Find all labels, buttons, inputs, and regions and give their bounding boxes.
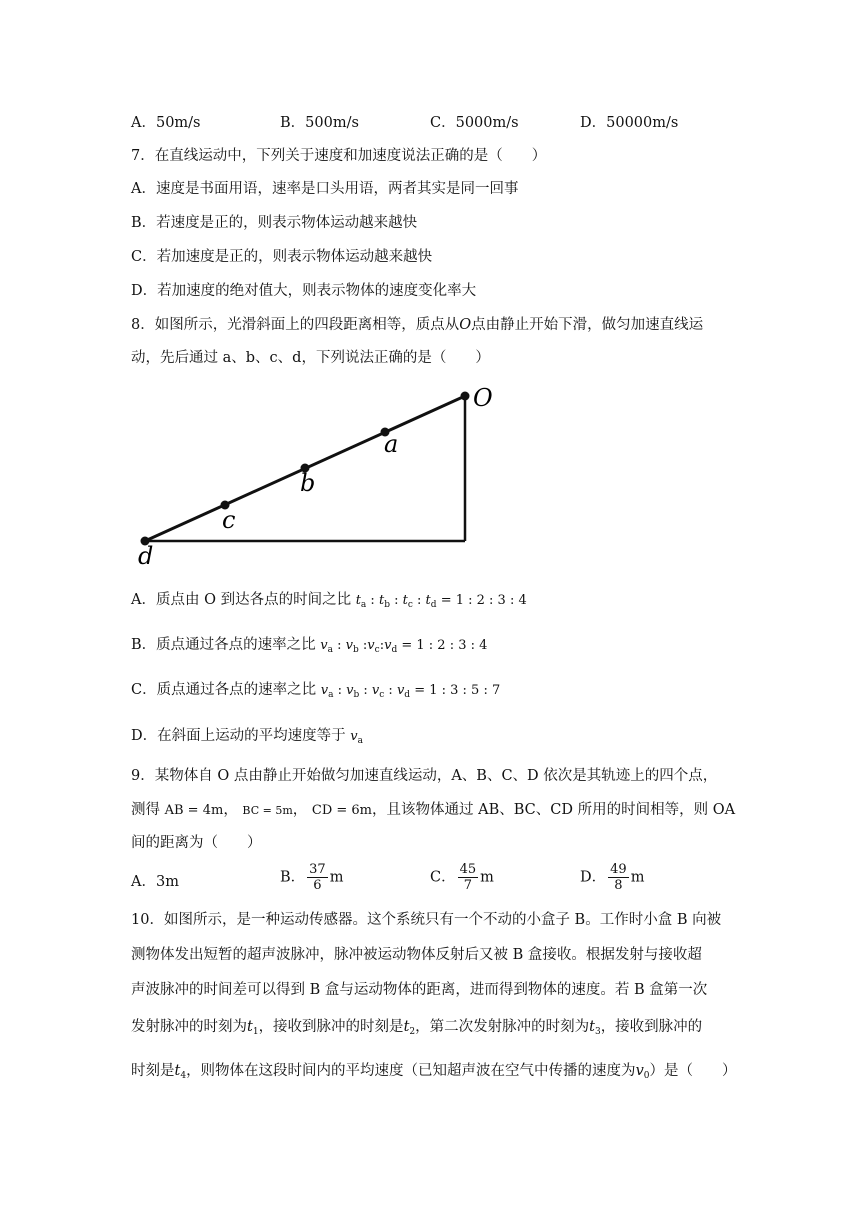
q8-stem-post: 点由静止开始下滑，做匀加速直线运 <box>471 317 704 333</box>
q6-options <box>131 111 751 135</box>
q9-option-c-frac <box>458 862 479 893</box>
q6-option-d: D．50000m/s <box>580 115 679 131</box>
q9-option-c-label: C． <box>430 869 456 886</box>
q7-option-d: D．若加速度的绝对值大，则表示物体的速度变化率大 <box>131 283 477 299</box>
q10-text-7: ）是（ ） <box>649 1063 737 1079</box>
q9-option-b-frac <box>307 862 328 893</box>
q9-option-d-den: 8 <box>614 878 623 893</box>
q10-text-4: ，接收到脉冲的 <box>600 1019 703 1035</box>
q6-option-b: B．500m/s <box>280 115 359 131</box>
q10-text-1: 发射脉冲的时刻为 <box>131 1019 247 1035</box>
q9-option-b-unit: m <box>329 869 344 886</box>
q6-option-c: C．5000m/s <box>430 115 519 131</box>
label-d: d <box>138 542 154 570</box>
q9-option-d-unit: m <box>630 869 645 886</box>
q10-stem-line3: 声波脉冲的时间差可以得到 B 盒与运动物体的距离，进而得到物体的速度。若 B 盒第一次 <box>131 982 708 998</box>
q8-option-c <box>131 680 500 705</box>
q9-cd: CD = 6m <box>311 803 372 818</box>
q8-stem-pre: 8．如图所示，光滑斜面上的四段距离相等，质点从 <box>131 317 460 333</box>
q8-option-b <box>131 635 487 660</box>
q9-option-c-unit: m <box>480 869 494 886</box>
q9-option-b-den: 6 <box>313 878 322 893</box>
q10-stem-line2: 测物体发出短暂的超声波脉冲，脉冲被运动物体反射后又被 B 盒接收。根据发射与接收超 <box>131 947 702 963</box>
q10-text-6: ，则物体在这段时间内的平均速度（已知超声波在空气中传播的速度为 <box>186 1063 636 1079</box>
q6-option-a: A．50m/s <box>131 115 201 131</box>
q7-option-b: B．若速度是正的，则表示物体运动越来越快 <box>131 215 418 231</box>
label-c: c <box>222 506 236 534</box>
q8-option-d-text: D．在斜面上运动的平均速度等于 <box>131 728 346 744</box>
q9-text-post: ，且该物体通过 AB、BC、CD 所用的时间相等，则 OA <box>372 802 736 818</box>
q8-option-a-text: A．质点由 O 到达各点的时间之比 <box>131 592 352 608</box>
q8-option-a-ratio: = 1 : 2 : 3 : 4 <box>440 593 527 608</box>
q8-option-a-math: $t_a$ : $t_b$ : $t_c$ : $t_d = 1$ : 2 : 3 : 4 <box>355 593 527 610</box>
q9-option-b-label: B． <box>280 869 306 886</box>
incline-figure <box>125 378 545 578</box>
q9-option-a: A．3m <box>131 874 179 890</box>
q7-option-c: C．若加速度是正的，则表示物体运动越来越快 <box>131 249 433 265</box>
q10-text-2: ，接收到脉冲的时刻是 <box>258 1019 404 1035</box>
q9-bc: BC = 5m <box>242 804 293 817</box>
q9-option-d-frac <box>608 862 629 893</box>
q8-option-b-text: B．质点通过各点的速率之比 <box>131 637 316 653</box>
q8-option-b-ratio: = 1 : 2 : 3 : 4 <box>401 638 488 653</box>
q9-stem-line2: 测得 AB = 4m， BC = 5m， CD = 6m，且该物体通过 AB、BC、CD 所用的时间相等，则 OA <box>131 802 736 818</box>
label-o: O <box>473 384 493 412</box>
q9-stem-line1: 9．某物体自 O 点由静止开始做匀加速直线运动，A、B、C、D 依次是其轨迹上的四个点， <box>131 768 718 784</box>
q10-text-3: ，第二次发射脉冲的时刻为 <box>415 1019 590 1035</box>
q9-option-c <box>430 862 494 893</box>
q8-option-d-math: $v_a$ <box>350 729 363 746</box>
q8-option-d <box>131 726 363 751</box>
q9-option-d <box>580 862 644 893</box>
q9-option-b-num: 37 <box>309 862 326 877</box>
q8-stem-var: O <box>459 317 472 333</box>
point-o <box>461 392 470 401</box>
q9-option-d-num: 49 <box>610 862 627 877</box>
label-a: a <box>384 430 399 458</box>
q10-stem-line1: 10．如图所示，是一种运动传感器。这个系统只有一个不动的小盒子 B。工作时小盒 B 向被 <box>131 912 722 928</box>
q9-ab: AB = 4m <box>164 803 224 818</box>
q10-stem-line4: 发射脉冲的时刻为$t_1$，接收到脉冲的时刻是$t_2$，第二次发射脉冲的时刻为$t_3$，接收到脉冲的 <box>131 1019 703 1037</box>
q7-option-a: A．速度是书面用语，速率是口头用语，两者其实是同一回事 <box>131 181 519 197</box>
q9-option-b <box>280 862 343 893</box>
q8-option-a <box>131 590 527 615</box>
q10-text-5: 时刻是 <box>131 1063 175 1079</box>
q8-option-b-math: $v_a$ : $v_b$ $:v_c:v_d = 1$ : 2 : 3 : 4 <box>320 638 488 655</box>
q7-stem: 7．在直线运动中，下列关于速度和加速度说法正确的是（ ） <box>131 148 547 164</box>
q8-stem-line2: 动，先后通过 a、b、c、d，下列说法正确的是（ ） <box>131 350 490 366</box>
q9-option-d-label: D． <box>580 869 607 886</box>
q9-stem-line3: 间的距离为（ ） <box>131 835 262 851</box>
q9-option-c-num: 45 <box>459 862 477 877</box>
q10-stem-line5: 时刻是$t_4$，则物体在这段时间内的平均速度（已知超声波在空气中传播的速度为$v_0$）是（ ） <box>131 1063 737 1081</box>
q9-text-measured: 测得 <box>131 802 160 818</box>
q9-options <box>131 862 751 902</box>
q9-option-c-den: 7 <box>463 878 473 893</box>
q8-stem-line1 <box>131 315 703 335</box>
label-b: b <box>300 469 316 497</box>
q8-option-c-text: C．质点通过各点的速率之比 <box>131 682 317 698</box>
q8-option-c-math: $v_a$ : $v_b$ : $v_c$ : $v_d = 1$ : 3 : 5 : 7 <box>320 683 501 700</box>
q8-option-c-ratio: = 1 : 3 : 5 : 7 <box>414 683 501 698</box>
